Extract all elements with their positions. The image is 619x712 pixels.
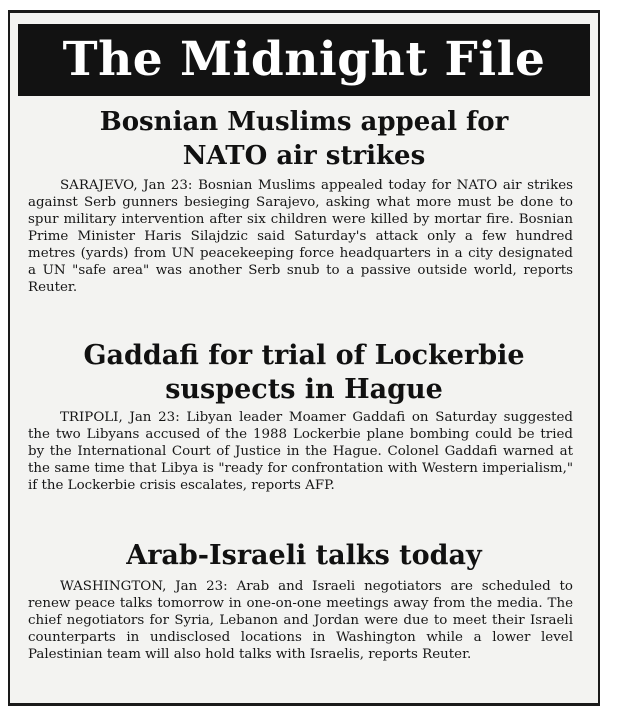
article-2-dateline: TRIPOLI, Jan 23: (60, 410, 180, 425)
article-3-dateline: WASHINGTON, Jan 23: (60, 579, 228, 594)
newspaper-clipping (8, 10, 600, 706)
article-2-headline-line-2: suspects in Hague (165, 374, 443, 405)
article-2-text: Libyan leader Moamer Gaddafi on Saturday suggested the two Libyans accused of the 1988 Lockerbie plane bombing could be tried by the International Court of Justice in the Hague. Colonel Gaddafi warned at the same time that Libya is "ready for confrontation with Western imperialism," if the Lockerbie crisis escalates, reports AFP. (28, 410, 573, 493)
article-1-headline-line-1: Bosnian Muslims appeal for (99, 107, 509, 137)
article-1-body (28, 177, 573, 296)
article-1-headline-line-2: NATO air strikes (182, 141, 426, 171)
top-rule (10, 10, 598, 13)
article-3-text: Arab and Israeli negotiators are scheduled to renew peace talks tomorrow in one-on-one meetings away from the media. The chief negotiators for Syria, Lebanon and Jordan were due to meet their Israeli counterparts in undisclosed locations in Washington while a lower level Palestinian team will also hold talks with Israelis, reports Reuter. (28, 579, 573, 662)
article-1-headline (20, 105, 588, 173)
article-2-headline (20, 339, 588, 407)
article-3-headline-line-1: Arab-Israeli talks today (126, 540, 482, 571)
masthead-title: The Midnight File (18, 24, 590, 96)
bottom-rule (10, 703, 598, 706)
article-2-headline-line-1: Gaddafi for trial of Lockerbie (83, 340, 525, 371)
article-3-body (28, 578, 573, 663)
article-1-dateline: SARAJEVO, Jan 23: (60, 178, 193, 193)
article-3-headline (20, 539, 588, 573)
article-1-text: Bosnian Muslims appealed today for NATO air strikes against Serb gunners besieging Sarajevo, asking what more must be done to spur military intervention after six children were killed by mortar fire. Bosnian Prime Minister Haris Silajdzic said Saturday's attack only a few hundred metres (yards) from UN peacekeeping force headquarters in a city designated a UN "safe area" was another Serb snub to a passive outside world, reports Reuter. (28, 178, 573, 295)
article-2-body (28, 409, 573, 494)
